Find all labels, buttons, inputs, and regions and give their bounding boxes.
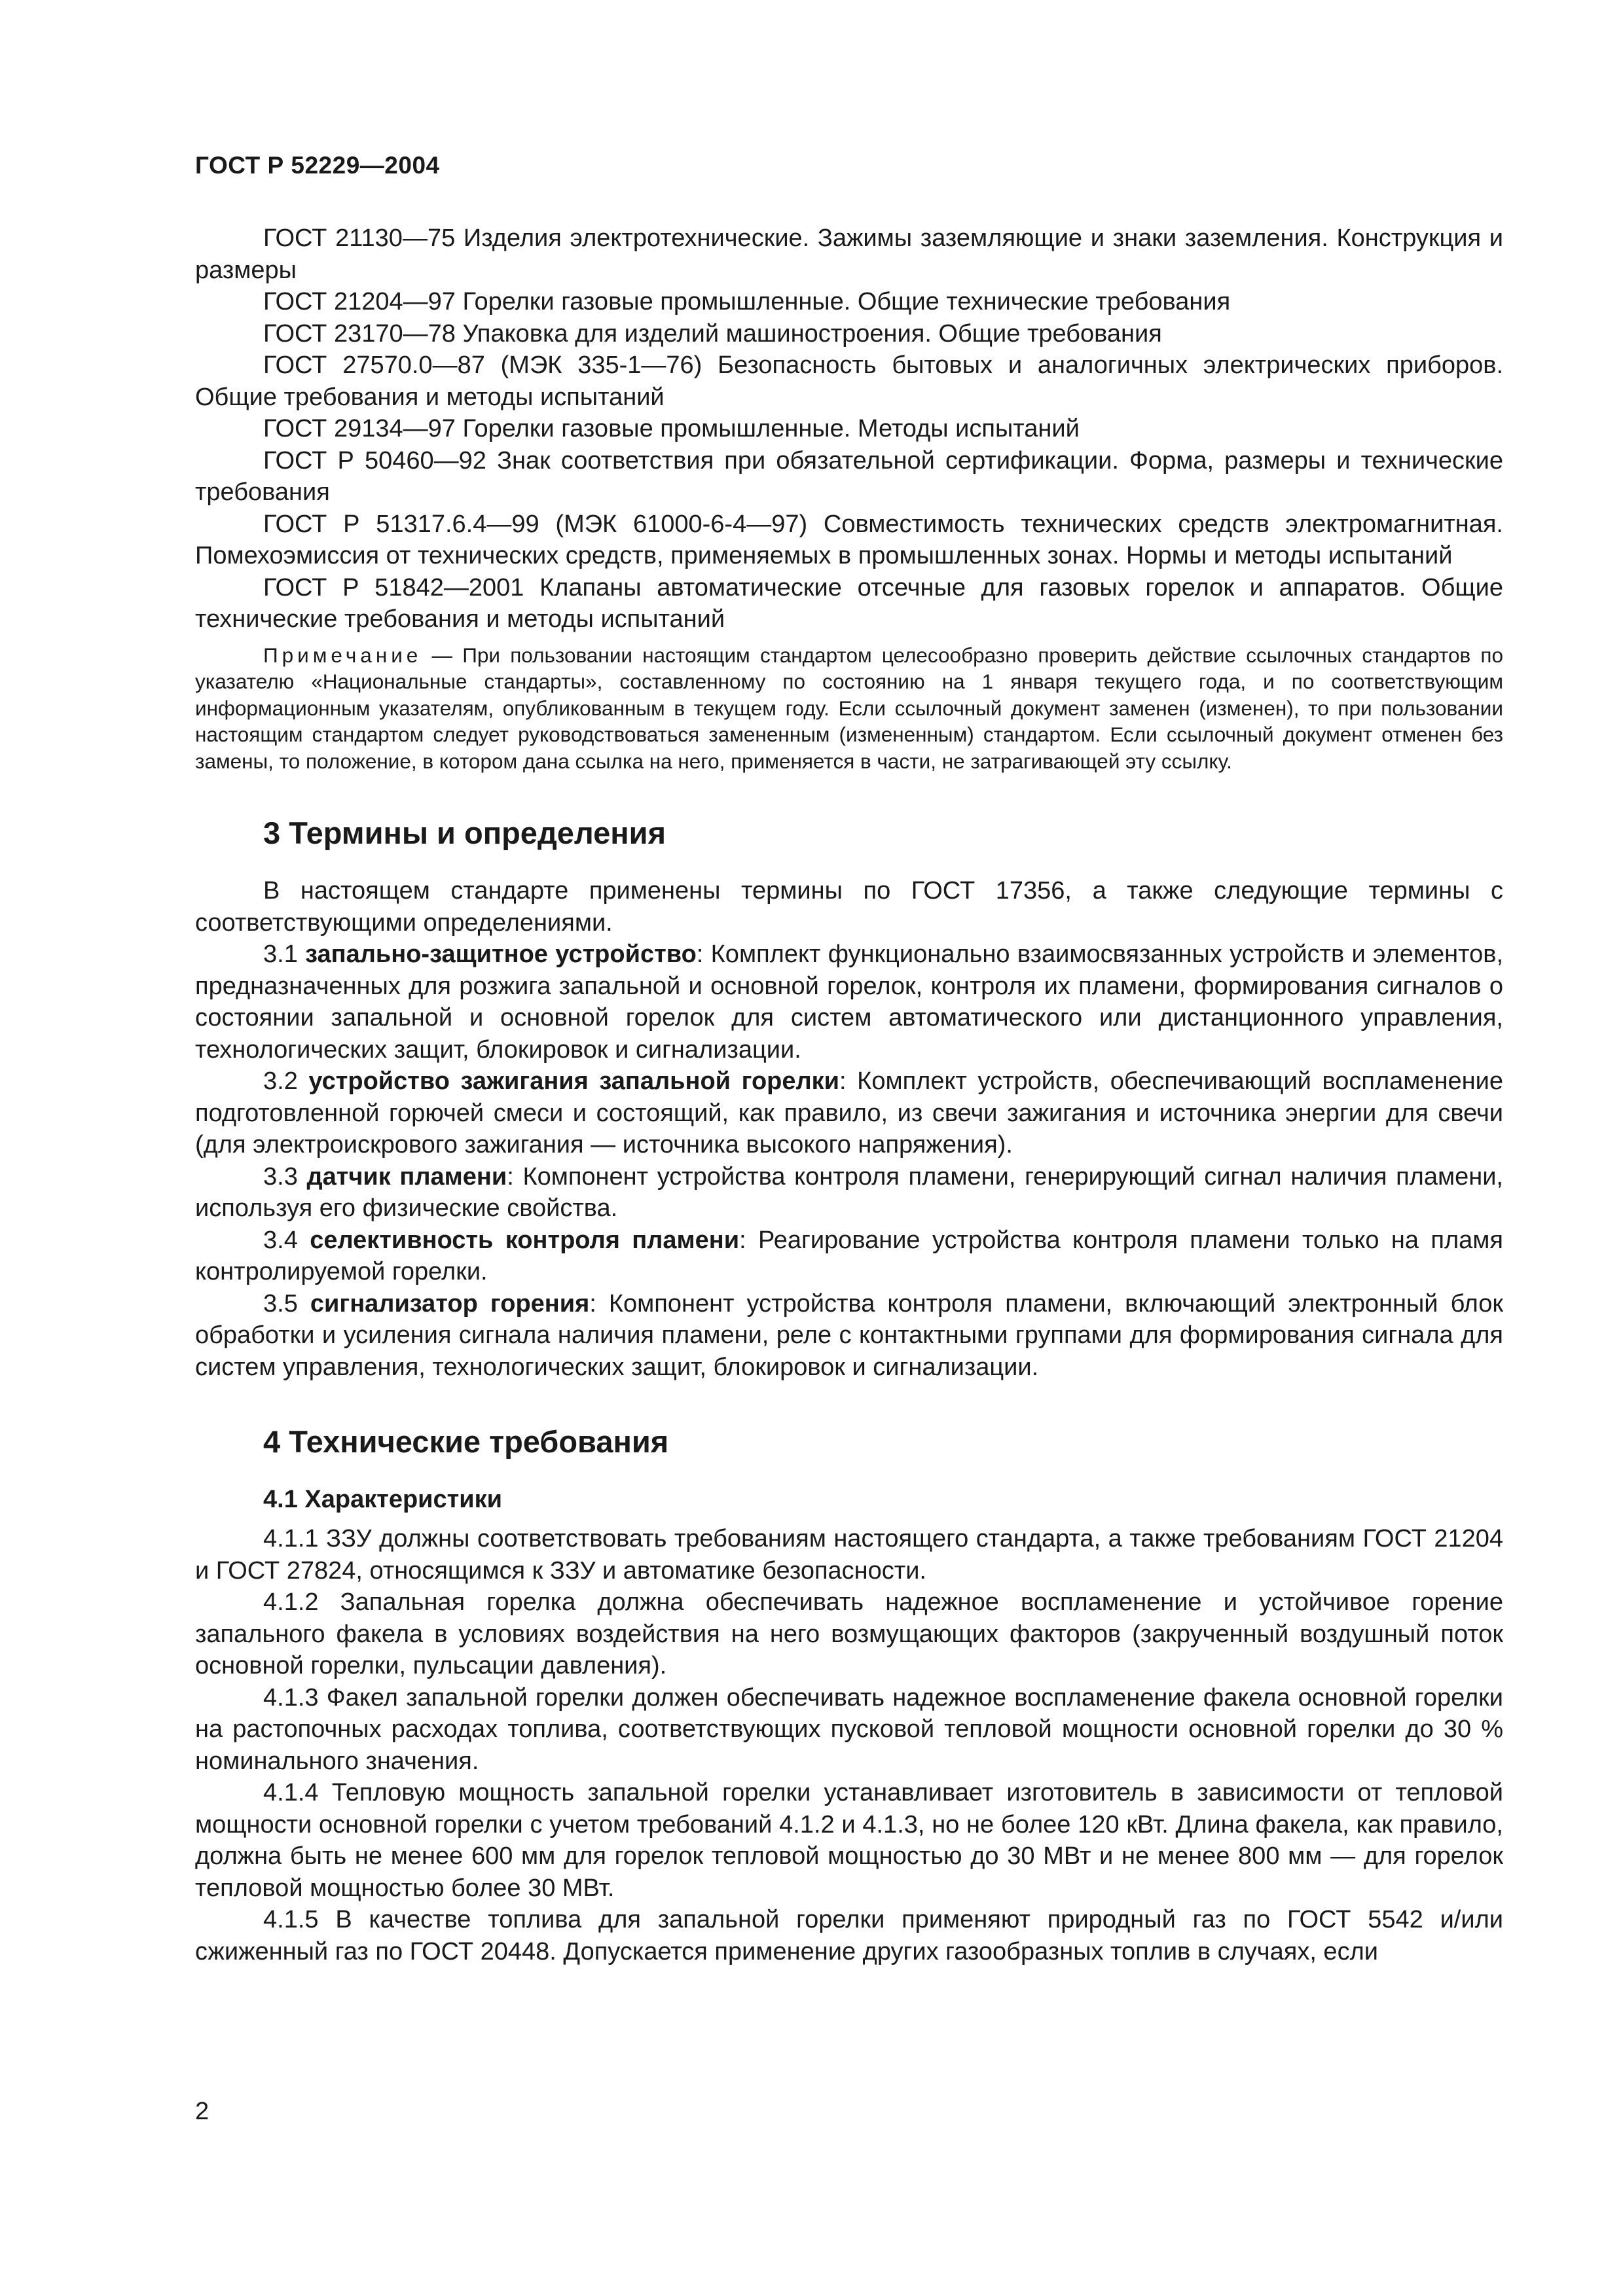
term-item	[195, 1066, 1503, 1161]
term-number: 3.1	[263, 941, 306, 968]
term-number: 3.5	[263, 1289, 310, 1318]
term-name: датчик пламени	[306, 1162, 507, 1191]
section-3-intro: В настоящем стандарте применены термины по ГОСТ 17356, а также следующие термины с соответствующими определениями.	[195, 877, 1503, 937]
term-number: 3.4	[263, 1226, 310, 1254]
reference-item: ГОСТ 27570.0—87 (МЭК 335-1—76) Безопасность бытовых и аналогичных электрических приборов. Общие требования и методы испытаний	[195, 351, 1503, 411]
term-number: 3.3	[263, 1162, 307, 1191]
term-name: устройство зажигания запальной горелки	[308, 1067, 840, 1095]
reference-item: ГОСТ 29134—97 Горелки газовые промышленные. Методы испытаний	[263, 415, 1080, 442]
page-number: 2	[195, 2098, 210, 2125]
note-text: — При пользовании настоящим стандартом целесообразно проверить действие ссылочных стандартов по указателю «Национальные стандарты», составленному по состоянию на 1 января текущего года, и по соответствующим информационным указателям, опубликованным в текущем году. Если ссылочный документ заменен (изменен), то при пользовании настоящим стандартом следует руководствоваться замененным (измененным) стандартом. Если ссылочный документ отменен без замены, то положение, в котором дана ссылка на него, применяется в части, не затрагивающей эту ссылку.	[195, 643, 1503, 773]
term-item	[195, 1161, 1503, 1225]
reference-item: ГОСТ Р 51317.6.4—99 (МЭК 61000-6-4—97) Совместимость технических средств электромагнитная. Помехоэмиссия от технических средств, применяемых в промышленных зонах. Нормы и методы испытаний	[195, 510, 1503, 569]
term-definition: : Комплект функционально взаимосвязанных устройств и элементов, предназначенных для розжига запальной и основной горелок, контроля их пламени, формирования сигналов о состоянии запальной и основной горелок для систем автоматического или дистанционного управления, технологических защит, блокировок и сигнализации.	[195, 941, 1504, 1064]
requirement-paragraph: 4.1.5 В качестве топлива для запальной горелки применяют природный газ по ГОСТ 5542 и/или сжиженный газ по ГОСТ 20448. Допускается применение других газообразных топлив в случаях, если	[195, 1906, 1503, 1965]
requirement-paragraph: 4.1.2 Запальная горелка должна обеспечивать надежное воспламенение и устойчивое горение запального факела в условиях воздействия на него возмущающих факторов (закрученный воздушный поток основной горелки, пульсации давления).	[195, 1588, 1503, 1679]
requirement-paragraph: 4.1.1 ЗЗУ должны соответствовать требованиям настоящего стандарта, а также требованиям ГОСТ 21204 и ГОСТ 27824, относящимся к ЗЗУ и автоматике безопасности.	[195, 1525, 1503, 1585]
term-definition: : Реагирование устройства контроля пламени только на пламя контролируемой горелки.	[195, 1226, 1503, 1285]
requirement-paragraph: 4.1.4 Тепловую мощность запальной горелки устанавливает изготовитель в зависимости от тепловой мощности основной горелки с учетом требований 4.1.2 и 4.1.3, но не более 120 кВт. Длина факела, как правило, должна быть не менее 600 мм для горелок тепловой мощностью до 30 МВт и не менее 800 мм — для горелок тепловой мощностью более 30 МВт.	[195, 1779, 1503, 1902]
note-block	[195, 642, 1503, 775]
page-header: ГОСТ Р 52229—2004	[195, 152, 440, 179]
term-number: 3.2	[263, 1067, 309, 1095]
term-name: селективность контроля пламени	[310, 1226, 740, 1254]
note-label: Примечание	[263, 643, 422, 667]
term-item	[195, 939, 1503, 1066]
reference-item: ГОСТ 21130—75 Изделия электротехнические. Зажимы заземляющие и знаки заземления. Конструкция и размеры	[195, 224, 1503, 284]
subsection-4-1-title: 4.1 Характеристики	[263, 1486, 503, 1513]
term-name: сигнализатор горения	[310, 1289, 590, 1318]
requirement-paragraph: 4.1.3 Факел запальной горелки должен обеспечивать надежное воспламенение факела основной горелки на растопочных расходах топлива, соответствующих пусковой тепловой мощности основной горелки до 30 % номинального значения.	[195, 1683, 1503, 1775]
term-definition: : Комплект устройств, обеспечивающий воспламенение подготовленной горючей смеси и состоящий, как правило, из свечи зажигания и источника энергии для свечи (для электроискрового зажигания — источника высокого напряжения).	[195, 1067, 1503, 1158]
term-item	[195, 1225, 1503, 1288]
page-content	[195, 223, 1503, 1967]
term-definition: : Компонент устройства контроля пламени, включающий электронный блок обработки и усиления сигнала наличия пламени, реле с контактными группами для формирования сигнала для систем управления, технологических защит, блокировок и сигнализации.	[195, 1289, 1503, 1381]
reference-item: ГОСТ Р 50460—92 Знак соответствия при обязательной сертификации. Форма, размеры и технические требования	[195, 446, 1503, 506]
term-name: запально-защитное устройство	[305, 941, 697, 968]
term-item	[195, 1288, 1503, 1384]
section-3-title: 3 Термины и определения	[263, 816, 666, 850]
reference-item: ГОСТ 21204—97 Горелки газовые промышленные. Общие технические требования	[263, 288, 1231, 315]
reference-item: ГОСТ 23170—78 Упаковка для изделий машиностроения. Общие требования	[263, 319, 1162, 348]
reference-item: ГОСТ Р 51842—2001 Клапаны автоматические отсечные для газовых горелок и аппаратов. Общие технические требования и методы испытаний	[195, 573, 1503, 633]
term-definition: : Компонент устройства контроля пламени, генерирующий сигнал наличия пламени, используя его физические свойства.	[195, 1162, 1503, 1222]
section-4-title: 4 Технические требования	[263, 1424, 669, 1459]
